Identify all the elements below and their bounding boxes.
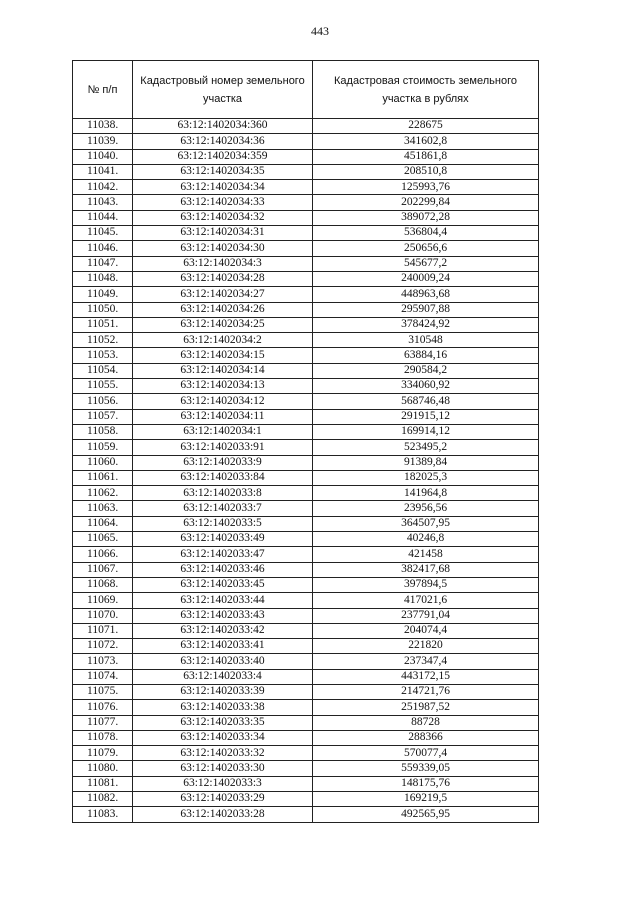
cadastral-number: 63:12:1402033:84: [133, 470, 313, 485]
table-row: [73, 287, 539, 302]
row-number: 11069.: [73, 593, 133, 608]
row-number: 11066.: [73, 547, 133, 562]
cadastral-value: 251987,52: [313, 700, 539, 715]
table-row: [73, 134, 539, 149]
row-number: 11058.: [73, 424, 133, 439]
cadastral-value: 237791,04: [313, 608, 539, 623]
table-row: [73, 669, 539, 684]
cadastral-value: 341602,8: [313, 134, 539, 149]
row-number: 11076.: [73, 700, 133, 715]
cadastral-value: 250656,6: [313, 241, 539, 256]
row-number: 11071.: [73, 623, 133, 638]
row-number: 11064.: [73, 516, 133, 531]
cadastral-value: 559339,05: [313, 761, 539, 776]
row-number: 11082.: [73, 792, 133, 807]
table-row: [73, 440, 539, 455]
cadastral-number: 63:12:1402033:38: [133, 700, 313, 715]
table-body: [73, 119, 539, 823]
row-number: 11080.: [73, 761, 133, 776]
row-number: 11075.: [73, 684, 133, 699]
cadastral-value: 88728: [313, 715, 539, 730]
table-header: [73, 61, 539, 119]
row-number: 11050.: [73, 302, 133, 317]
cadastral-value: 290584,2: [313, 363, 539, 378]
cadastral-number: 63:12:1402034:359: [133, 149, 313, 164]
cadastral-value: 204074,4: [313, 623, 539, 638]
cadastral-number: 63:12:1402033:30: [133, 761, 313, 776]
row-number: 11063.: [73, 501, 133, 516]
row-number: 11046.: [73, 241, 133, 256]
table-row: [73, 424, 539, 439]
cadastral-value: 421458: [313, 547, 539, 562]
cadastral-number: 63:12:1402033:32: [133, 746, 313, 761]
row-number: 11070.: [73, 608, 133, 623]
table-row: [73, 792, 539, 807]
cadastral-number: 63:12:1402034:360: [133, 119, 313, 134]
row-number: 11044.: [73, 210, 133, 225]
cadastral-number: 63:12:1402033:39: [133, 684, 313, 699]
cadastral-value: 310548: [313, 333, 539, 348]
cadastral-value: 141964,8: [313, 486, 539, 501]
cadastral-number: 63:12:1402033:4: [133, 669, 313, 684]
table-row: [73, 409, 539, 424]
cadastral-number: 63:12:1402034:30: [133, 241, 313, 256]
cadastral-value: 417021,6: [313, 593, 539, 608]
cadastral-value: 240009,24: [313, 271, 539, 286]
cadastral-number: 63:12:1402034:31: [133, 226, 313, 241]
table-row: [73, 317, 539, 332]
table-row: [73, 455, 539, 470]
header-row: [73, 61, 539, 119]
row-number: 11078.: [73, 730, 133, 745]
cadastral-number: 63:12:1402034:15: [133, 348, 313, 363]
table-row: [73, 210, 539, 225]
table-row: [73, 241, 539, 256]
cadastral-value: 91389,84: [313, 455, 539, 470]
cadastral-number: 63:12:1402034:28: [133, 271, 313, 286]
cadastral-number: 63:12:1402033:45: [133, 577, 313, 592]
row-number: 11068.: [73, 577, 133, 592]
cadastral-number: 63:12:1402034:14: [133, 363, 313, 378]
cadastral-number: 63:12:1402033:9: [133, 455, 313, 470]
cadastral-value: 545677,2: [313, 256, 539, 271]
row-number: 11043.: [73, 195, 133, 210]
table-row: [73, 164, 539, 179]
cadastral-number: 63:12:1402034:11: [133, 409, 313, 424]
cadastral-value: 221820: [313, 639, 539, 654]
cadastral-number: 63:12:1402034:36: [133, 134, 313, 149]
table-row: [73, 730, 539, 745]
table-row: [73, 348, 539, 363]
cadastral-number: 63:12:1402034:26: [133, 302, 313, 317]
cadastral-value: 291915,12: [313, 409, 539, 424]
cadastral-value: 182025,3: [313, 470, 539, 485]
table-row: [73, 654, 539, 669]
row-number: 11041.: [73, 164, 133, 179]
table-row: [73, 486, 539, 501]
cadastral-number: 63:12:1402033:7: [133, 501, 313, 516]
cadastral-number: 63:12:1402034:32: [133, 210, 313, 225]
row-number: 11067.: [73, 562, 133, 577]
row-number: 11042.: [73, 180, 133, 195]
cadastral-value: 378424,92: [313, 317, 539, 332]
cadastral-number: 63:12:1402034:34: [133, 180, 313, 195]
cadastral-value: 125993,76: [313, 180, 539, 195]
cadastral-number: 63:12:1402033:49: [133, 532, 313, 547]
header-cadastral-number: Кадастровый номер земельного участка: [133, 61, 313, 119]
cadastral-value: 40246,8: [313, 532, 539, 547]
cadastral-value: 63884,16: [313, 348, 539, 363]
cadastral-number: 63:12:1402034:27: [133, 287, 313, 302]
cadastral-value: 451861,8: [313, 149, 539, 164]
table-row: [73, 776, 539, 791]
row-number: 11062.: [73, 486, 133, 501]
cadastral-value: 148175,76: [313, 776, 539, 791]
row-number: 11065.: [73, 532, 133, 547]
header-cadastral-value: Кадастровая стоимость земельного участка в рублях: [313, 61, 539, 119]
cadastral-number: 63:12:1402033:91: [133, 440, 313, 455]
table-row: [73, 363, 539, 378]
table-row: [73, 761, 539, 776]
cadastral-value: 288366: [313, 730, 539, 745]
row-number: 11040.: [73, 149, 133, 164]
table-row: [73, 149, 539, 164]
row-number: 11081.: [73, 776, 133, 791]
table-row: [73, 501, 539, 516]
cadastral-value: 397894,5: [313, 577, 539, 592]
table-row: [73, 700, 539, 715]
cadastral-number: 63:12:1402033:34: [133, 730, 313, 745]
row-number: 11053.: [73, 348, 133, 363]
cadastral-value: 334060,92: [313, 379, 539, 394]
page-number: 443: [311, 24, 329, 38]
cadastral-number: 63:12:1402033:44: [133, 593, 313, 608]
row-number: 11083.: [73, 807, 133, 822]
cadastral-value: 448963,68: [313, 287, 539, 302]
cadastral-number: 63:12:1402033:3: [133, 776, 313, 791]
row-number: 11054.: [73, 363, 133, 378]
cadastral-value: 23956,56: [313, 501, 539, 516]
cadastral-number: 63:12:1402034:3: [133, 256, 313, 271]
cadastral-value: 536804,4: [313, 226, 539, 241]
table-row: [73, 684, 539, 699]
table-row: [73, 379, 539, 394]
header-num: № п/п: [73, 61, 133, 119]
cadastral-number: 63:12:1402034:25: [133, 317, 313, 332]
table-row: [73, 119, 539, 134]
cadastral-number: 63:12:1402034:13: [133, 379, 313, 394]
cadastral-value: 228675: [313, 119, 539, 134]
row-number: 11048.: [73, 271, 133, 286]
cadastral-number: 63:12:1402033:8: [133, 486, 313, 501]
cadastral-number: 63:12:1402034:1: [133, 424, 313, 439]
row-number: 11055.: [73, 379, 133, 394]
cadastral-number: 63:12:1402034:35: [133, 164, 313, 179]
table-row: [73, 608, 539, 623]
row-number: 11061.: [73, 470, 133, 485]
cadastral-number: 63:12:1402033:46: [133, 562, 313, 577]
table-row: [73, 226, 539, 241]
table-row: [73, 807, 539, 822]
row-number: 11056.: [73, 394, 133, 409]
cadastral-value: 389072,28: [313, 210, 539, 225]
row-number: 11074.: [73, 669, 133, 684]
cadastral-value: 523495,2: [313, 440, 539, 455]
table-row: [73, 547, 539, 562]
table-row: [73, 623, 539, 638]
table-row: [73, 562, 539, 577]
cadastral-value: 364507,95: [313, 516, 539, 531]
cadastral-value: 237347,4: [313, 654, 539, 669]
table-row: [73, 593, 539, 608]
table-row: [73, 195, 539, 210]
cadastral-number: 63:12:1402033:43: [133, 608, 313, 623]
row-number: 11052.: [73, 333, 133, 348]
cadastral-value: 169914,12: [313, 424, 539, 439]
cadastral-number: 63:12:1402033:47: [133, 547, 313, 562]
cadastral-table: [72, 60, 539, 823]
table-row: [73, 180, 539, 195]
cadastral-table-container: [72, 60, 538, 823]
cadastral-value: 208510,8: [313, 164, 539, 179]
cadastral-number: 63:12:1402033:41: [133, 639, 313, 654]
cadastral-value: 382417,68: [313, 562, 539, 577]
row-number: 11059.: [73, 440, 133, 455]
table-row: [73, 639, 539, 654]
table-row: [73, 746, 539, 761]
row-number: 11045.: [73, 226, 133, 241]
table-row: [73, 516, 539, 531]
cadastral-number: 63:12:1402033:42: [133, 623, 313, 638]
row-number: 11077.: [73, 715, 133, 730]
cadastral-value: 214721,76: [313, 684, 539, 699]
table-row: [73, 302, 539, 317]
table-row: [73, 333, 539, 348]
cadastral-number: 63:12:1402033:5: [133, 516, 313, 531]
row-number: 11060.: [73, 455, 133, 470]
cadastral-value: 202299,84: [313, 195, 539, 210]
row-number: 11047.: [73, 256, 133, 271]
table-row: [73, 394, 539, 409]
cadastral-value: 169219,5: [313, 792, 539, 807]
cadastral-number: 63:12:1402033:35: [133, 715, 313, 730]
row-number: 11079.: [73, 746, 133, 761]
table-row: [73, 256, 539, 271]
cadastral-value: 295907,88: [313, 302, 539, 317]
row-number: 11049.: [73, 287, 133, 302]
cadastral-number: 63:12:1402034:12: [133, 394, 313, 409]
cadastral-value: 570077,4: [313, 746, 539, 761]
row-number: 11039.: [73, 134, 133, 149]
cadastral-number: 63:12:1402033:29: [133, 792, 313, 807]
row-number: 11057.: [73, 409, 133, 424]
cadastral-number: 63:12:1402034:33: [133, 195, 313, 210]
table-row: [73, 470, 539, 485]
cadastral-number: 63:12:1402034:2: [133, 333, 313, 348]
cadastral-value: 492565,95: [313, 807, 539, 822]
table-row: [73, 715, 539, 730]
table-row: [73, 271, 539, 286]
row-number: 11038.: [73, 119, 133, 134]
cadastral-value: 443172,15: [313, 669, 539, 684]
row-number: 11051.: [73, 317, 133, 332]
table-row: [73, 532, 539, 547]
table-row: [73, 577, 539, 592]
cadastral-value: 568746,48: [313, 394, 539, 409]
row-number: 11073.: [73, 654, 133, 669]
cadastral-number: 63:12:1402033:40: [133, 654, 313, 669]
row-number: 11072.: [73, 639, 133, 654]
cadastral-number: 63:12:1402033:28: [133, 807, 313, 822]
